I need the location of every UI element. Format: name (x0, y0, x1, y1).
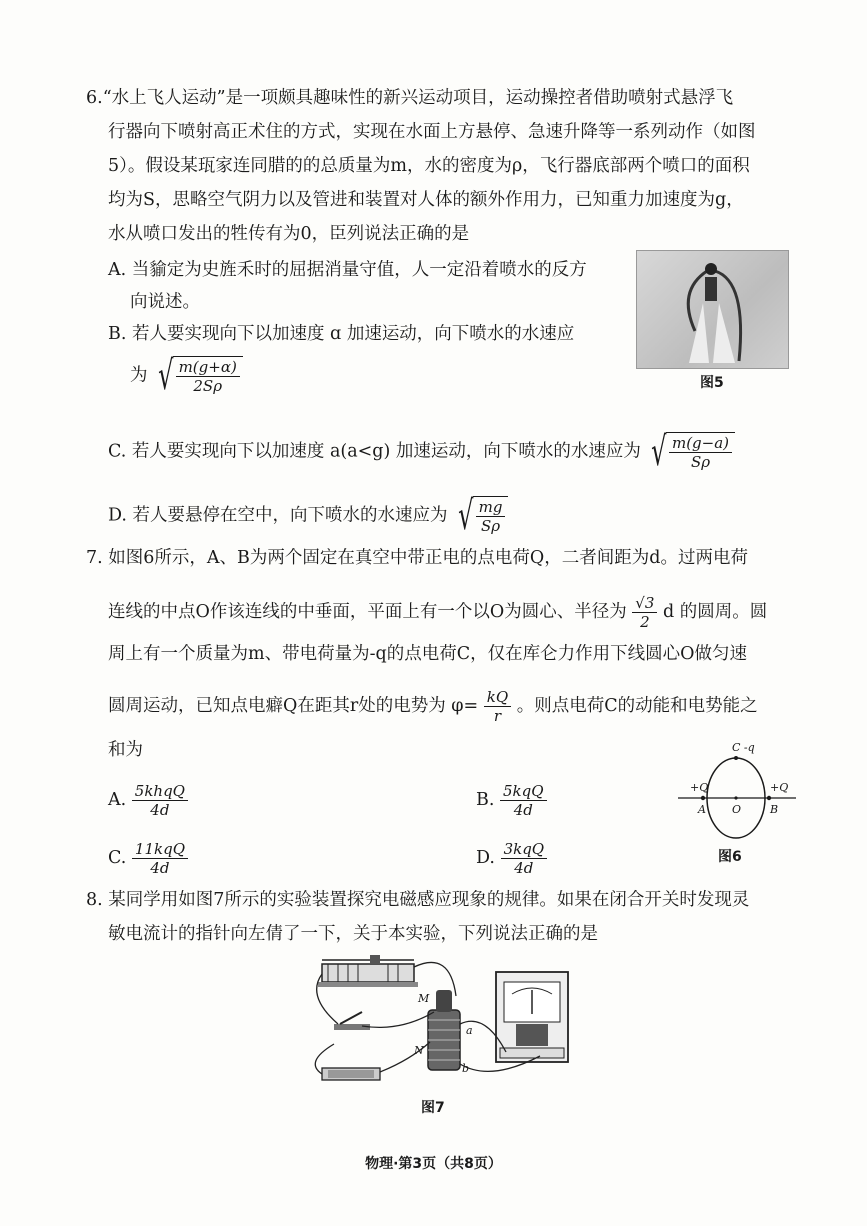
q7-line-2-text-b: d 的圆周。圆 (662, 602, 768, 622)
q7-option-a-denominator: 4d (150, 801, 170, 819)
figure-7-apparatus (300, 952, 575, 1092)
q7-option-c-numerator: 11kqQ (132, 840, 188, 859)
q7-option-b-numerator: 5kqQ (500, 782, 547, 801)
q6-option-b-line-2 (130, 353, 243, 399)
q7-potential-denominator: r (493, 707, 502, 725)
fig7-label-m: M (418, 992, 430, 1005)
fig6-label-c: C -q (732, 741, 755, 754)
q7-option-d-denominator: 4d (514, 859, 534, 877)
q7-line-2-text-a: 连线的中点O作该连线的中垂面，平面上有一个以O为圆心、半径为 (108, 602, 627, 622)
q7-option-b-denominator: 4d (513, 801, 533, 819)
figure-5-caption: 图5 (700, 375, 724, 391)
fig6-label-b: B (770, 803, 779, 816)
q7-line-5: 和为 (108, 740, 143, 760)
page-footer: 物理·第3页（共8页） (365, 1156, 502, 1172)
q7-option-b-label: B. (476, 790, 495, 810)
q6-line-3: 5）。假设某珁家连同腊的的总质量为m，水的密度为ρ，飞行器底部两个喷口的面积 (108, 156, 750, 176)
q7-radius-numerator: √3 (632, 594, 657, 613)
q7-option-a (108, 782, 188, 819)
q6-b-denominator: 2Sρ (193, 377, 223, 395)
fig7-label-a: a (466, 1024, 473, 1037)
fig6-label-left-q: +Q (690, 781, 709, 794)
q6-b-numerator: m(g+ɑ) (176, 358, 240, 377)
q7-line-4 (108, 688, 758, 725)
water-jetpack-photo (636, 250, 789, 369)
q8-line-1: 8. 某同学用如图7所示的实验装置探究电磁感应现象的规律。如果在闭合开关时发现灵 (86, 890, 750, 910)
q7-potential-numerator: kQ (484, 688, 511, 707)
q7-option-c-label: C. (108, 848, 127, 868)
q7-line-1: 7. 如图6所示，A、B为两个固定在真空中带正电的点电荷Q，二者间距为d。过两电荷 (86, 548, 748, 568)
q6-line-5: 水从喷口发出的牲传有为0，臣列说法正确的是 (108, 224, 470, 244)
q6-c-denominator: Sρ (690, 453, 711, 471)
q7-option-d (476, 840, 547, 877)
q7-potential-fraction (484, 688, 511, 725)
q6-d-numerator: mg (476, 498, 506, 517)
q7-radius-denominator: 2 (640, 613, 650, 631)
q6-option-b-line-1: B. 若人要实现向下以加速度 ɑ 加速运动，向下喷水的水速应 (108, 324, 575, 344)
q7-line-3: 周上有一个质量为m、带电荷量为-q的点电荷C，仅在库仑力作用下线圆心O做匀速 (108, 644, 747, 664)
q6-option-b-prefix: 为 (130, 365, 148, 386)
q7-option-c-fraction (132, 840, 188, 877)
q6-option-d-formula: √ $\frac{mg}{S\rho}$ (453, 496, 508, 536)
q6-option-d-text: D. 若人要悬停在空中，向下喷水的水速应为 (108, 505, 448, 526)
fig6-label-right-q: +Q (770, 781, 789, 794)
q6-line-1: 6.“水上飞人运动”是一项颇具趣味性的新兴运动项目，运动操控者借助喷射式悬浮飞 (86, 88, 734, 108)
q6-option-c-formula: √ $\frac{m(g-a)}{S\rho}$ (646, 432, 735, 472)
q6-line-4: 均为S，思略空气阴力以及管进和装置对人体的额外作用力，已知重力加速度为g， (108, 190, 744, 210)
q7-option-a-numerator: 5khqQ (132, 782, 188, 801)
figure-7-caption: 图7 (421, 1100, 445, 1116)
fig6-label-o: O (732, 803, 742, 816)
q7-line-4-text-a: 圆周运动，已知点电癖Q在距其r处的电势为 φ= (108, 696, 479, 716)
q7-option-a-label: A. (108, 790, 127, 810)
q6-c-numerator: m(g−a) (669, 434, 732, 453)
q7-option-c (108, 840, 188, 877)
q7-option-d-fraction (501, 840, 548, 877)
fig7-label-n: N (414, 1044, 424, 1057)
q7-option-a-fraction (132, 782, 188, 819)
q6-option-b-formula: √ $\frac{\text{m(g+ɑ)}}{2S\rho}$ (153, 356, 243, 396)
q6-option-c (108, 429, 735, 475)
fig6-label-a: A (698, 803, 706, 816)
q7-option-d-numerator: 3kqQ (501, 840, 548, 859)
figure-6-caption: 图6 (718, 849, 742, 865)
q7-option-b-fraction (500, 782, 547, 819)
q7-radius-fraction (632, 594, 657, 631)
q6-option-c-text: C. 若人要实现向下以加速度 a(a<g) 加速运动，向下喷水的水速应为 (108, 441, 641, 462)
q7-option-c-denominator: 4d (150, 859, 170, 877)
q6-line-2: 行器向下喷射高正术住的方式，实现在水面上方悬停、急速升降等一系列动作（如图 (108, 122, 756, 142)
q6-d-denominator: Sρ (480, 517, 501, 535)
q7-line-4-text-b: 。则点电荷C的动能和电势能之 (516, 696, 758, 716)
q6-option-a-line-1: A. 当貐定为史旌禾时的屈据消量守值，人一定沿着喷水的反方 (108, 260, 587, 280)
q8-line-2: 敏电流计的指针向左倩了一下，关于本实验，下列说法正确的是 (108, 924, 598, 944)
q6-option-d (108, 493, 508, 539)
q7-option-d-label: D. (476, 848, 495, 868)
q7-line-2 (108, 594, 767, 631)
figure-6-diagram (672, 741, 802, 850)
fig7-label-b: b (462, 1062, 470, 1075)
q6-option-a-line-2: 向说述。 (130, 292, 200, 312)
q7-option-b (476, 782, 547, 819)
